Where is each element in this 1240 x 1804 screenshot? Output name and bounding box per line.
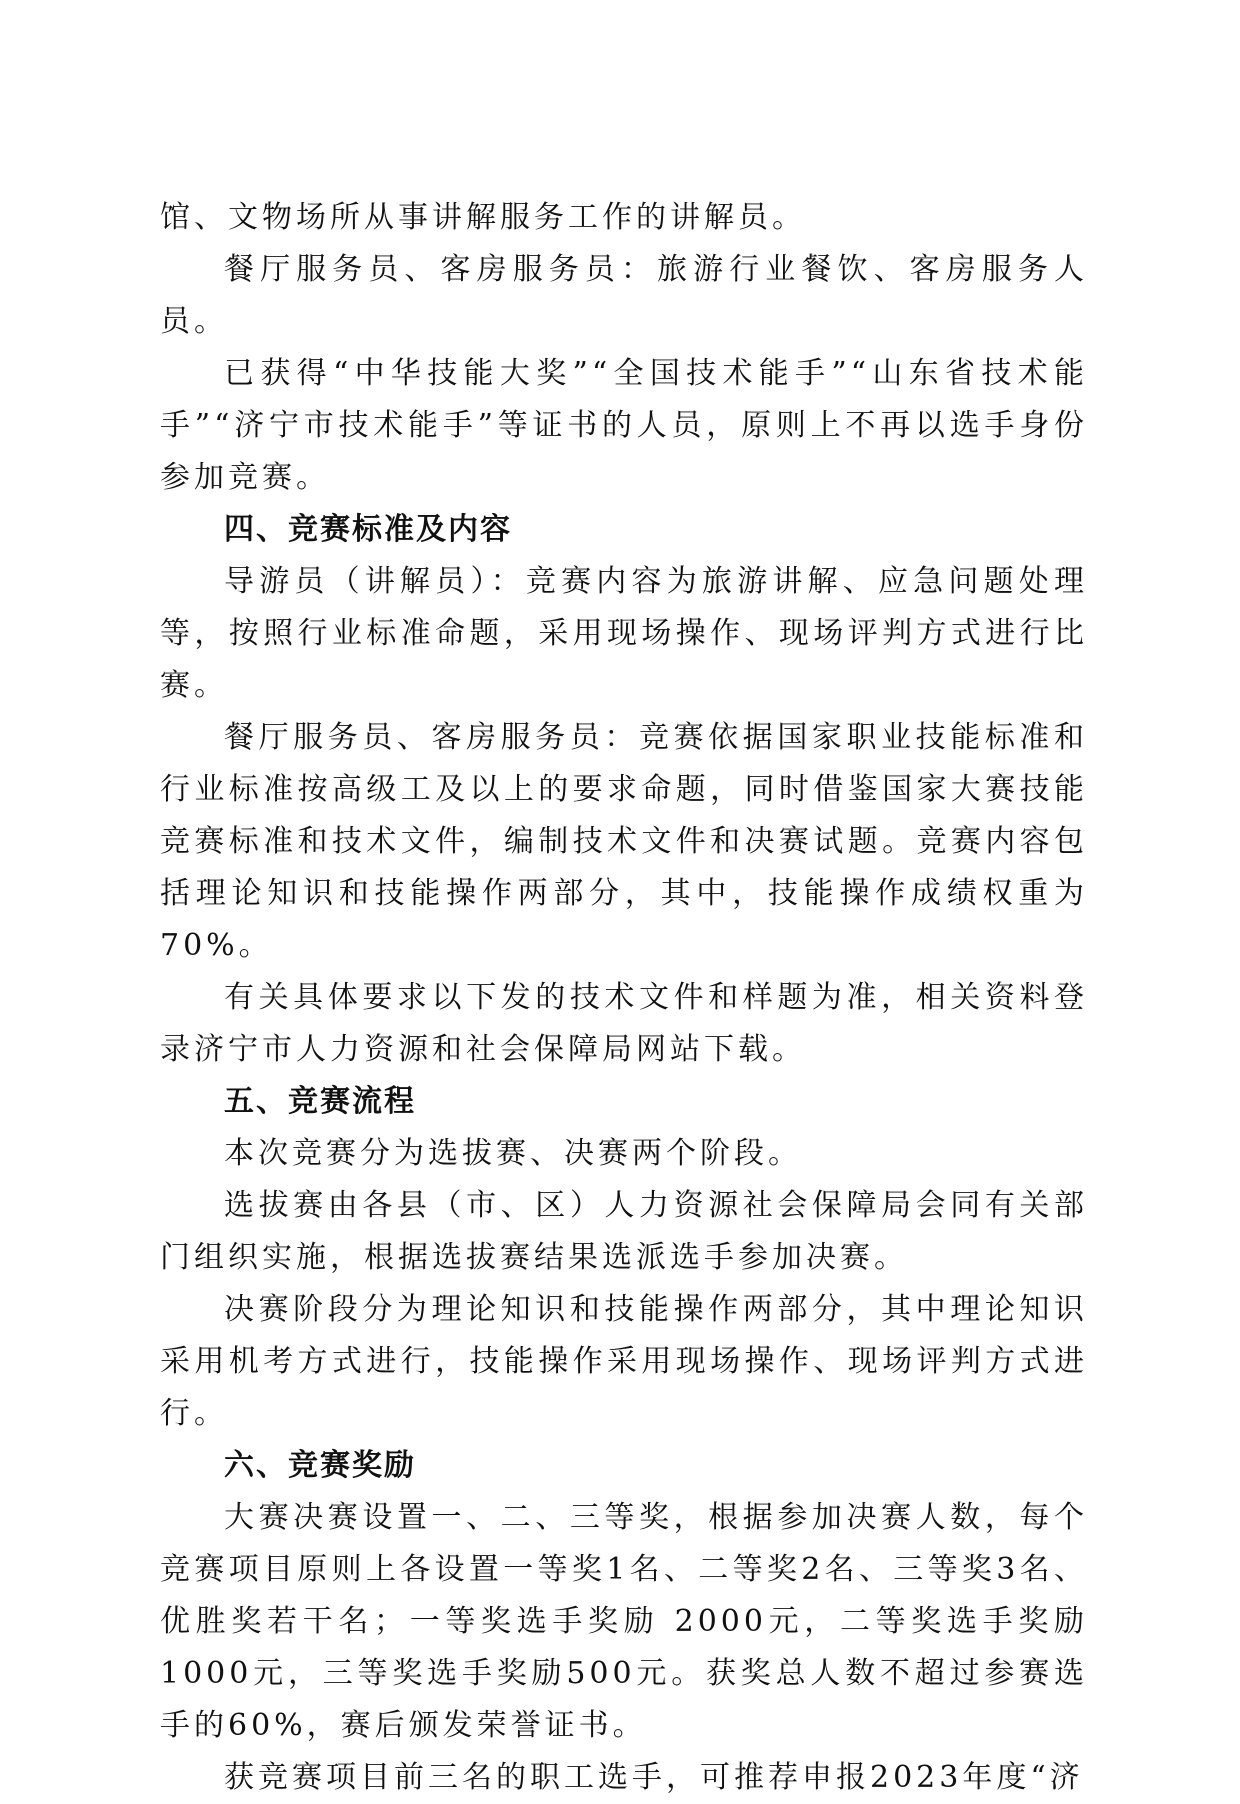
paragraph-final: 决赛阶段分为理论知识和技能操作两部分，其中理论知识采用机考方式进行，技能操作采用现场操作、现场评判方式进行。 (160, 1292, 1088, 1431)
paragraph-service-staff: 餐厅服务员、客房服务员：旅游行业餐饮、客房服务人员。 (160, 252, 1088, 339)
paragraph-stages: 本次竞赛分为选拔赛、决赛两个阶段。 (224, 1136, 802, 1171)
paragraph-guide-content: 导游员（讲解员）：竞赛内容为旅游讲解、应急问题处理等，按照行业标准命题，采用现场操作、现场评判方式进行比赛。 (160, 564, 1088, 703)
paragraph-eligibility: 已获得“中华技能大奖”“全国技术能手”“山东省技术能手”“济宁市技术能手”等证书的人员，原则上不再以选手身份参加竞赛。 (160, 356, 1088, 495)
paragraph-award-levels: 大赛决赛设置一、二、三等奖，根据参加决赛人数，每个竞赛项目原则上各设置一等奖1名、二等奖2名、三等奖3名、优胜奖若干名；一等奖选手奖励 2000元，二等奖选手奖励1000元，三等奖选手奖励500元。获奖总人数不超过参赛选手的60%，赛后颁发荣誉证书。 (160, 1500, 1088, 1743)
paragraph-continuation: 馆、文物场所从事讲解服务工作的讲解员。 (160, 200, 806, 235)
section-heading-standards: 四、竞赛标准及内容 (224, 512, 512, 547)
paragraph-service-content: 餐厅服务员、客房服务员：竞赛依据国家职业技能标准和行业标准按高级工及以上的要求命题，同时借鉴国家大赛技能竞赛标准和技术文件，编制技术文件和决赛试题。竞赛内容包括理论知识和技能操作两部分，其中，技能操作成绩权重为70%。 (160, 720, 1088, 963)
paragraph-selection: 选拔赛由各县（市、区）人力资源社会保障局会同有关部门组织实施，根据选拔赛结果选派选手参加决赛。 (160, 1188, 1088, 1275)
document-body (160, 192, 1088, 1804)
section-heading-awards: 六、竞赛奖励 (224, 1448, 416, 1483)
paragraph-requirements: 有关具体要求以下发的技术文件和样题为准，相关资料登录济宁市人力资源和社会保障局网站下载。 (160, 980, 1088, 1067)
paragraph-recommendation: 获竞赛项目前三名的职工选手，可推荐申报2023年度“济 (224, 1760, 1084, 1795)
section-heading-process: 五、竞赛流程 (224, 1084, 416, 1119)
